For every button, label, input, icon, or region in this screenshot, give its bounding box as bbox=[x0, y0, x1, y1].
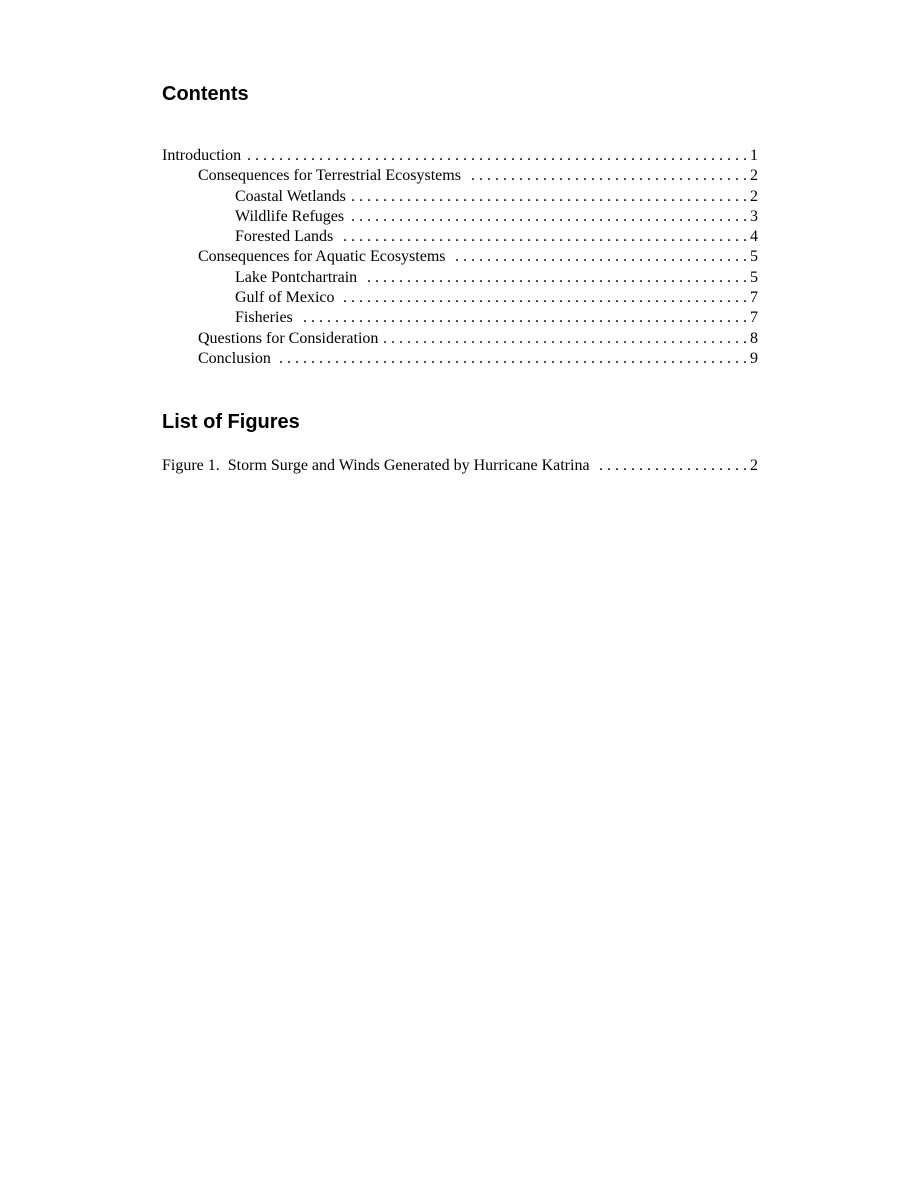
toc-entry-label: Forested Lands bbox=[235, 228, 334, 246]
toc-entry-label: Consequences for Terrestrial Ecosystems bbox=[198, 167, 461, 185]
dot-leader bbox=[339, 227, 747, 247]
dot-leader bbox=[341, 288, 747, 308]
toc-entry-page: 8 bbox=[750, 329, 758, 347]
dot-leader bbox=[277, 349, 747, 369]
toc-entry-page: 4 bbox=[750, 228, 758, 246]
list-of-figures bbox=[162, 456, 758, 476]
figure-entry-label: Figure 1. Storm Surge and Winds Generated by Hurricane Katrina bbox=[162, 457, 590, 474]
toc-entry-lake-pontchartrain[interactable] bbox=[162, 268, 758, 288]
toc-entry-label: Wildlife Refuges bbox=[235, 207, 345, 225]
toc-entry-fisheries[interactable] bbox=[162, 308, 758, 328]
toc-entry-label: Coastal Wetlands bbox=[235, 187, 346, 205]
dot-leader bbox=[363, 268, 747, 288]
toc-entry-gulf-of-mexico[interactable] bbox=[162, 288, 758, 308]
toc-entry-aquatic-ecosystems[interactable] bbox=[162, 247, 758, 267]
contents-title: Contents bbox=[162, 83, 249, 105]
toc-entry-label: Fisheries bbox=[235, 309, 293, 327]
toc-entry-page: 5 bbox=[750, 248, 758, 266]
toc-entry-label: Introduction bbox=[162, 147, 242, 164]
table-of-contents bbox=[162, 146, 758, 369]
toc-entry-page: 2 bbox=[750, 167, 758, 185]
dot-leader bbox=[596, 456, 747, 476]
dot-leader bbox=[350, 207, 747, 227]
figure-entry-page: 2 bbox=[750, 457, 758, 474]
list-of-figures-title: List of Figures bbox=[162, 411, 300, 433]
dot-leader bbox=[299, 308, 747, 328]
toc-entry-page: 2 bbox=[750, 187, 758, 205]
toc-entry-label: Consequences for Aquatic Ecosystems bbox=[198, 248, 446, 266]
toc-entry-page: 1 bbox=[750, 147, 758, 164]
toc-entry-page: 7 bbox=[750, 309, 758, 327]
toc-entry-page: 9 bbox=[750, 349, 758, 367]
toc-entry-label: Conclusion bbox=[198, 349, 271, 367]
dot-leader bbox=[247, 146, 747, 166]
dot-leader bbox=[384, 329, 747, 349]
dot-leader bbox=[352, 187, 747, 207]
dot-leader bbox=[452, 247, 748, 267]
toc-entry-page: 5 bbox=[750, 268, 758, 286]
toc-entry-page: 7 bbox=[750, 289, 758, 307]
toc-entry-coastal-wetlands[interactable] bbox=[162, 187, 758, 207]
toc-entry-label: Questions for Consideration bbox=[198, 329, 379, 347]
toc-entry-wildlife-refuges[interactable] bbox=[162, 207, 758, 227]
toc-entry-page: 3 bbox=[750, 207, 758, 225]
toc-entry-forested-lands[interactable] bbox=[162, 227, 758, 247]
toc-entry-label: Gulf of Mexico bbox=[235, 289, 335, 307]
toc-entry-terrestrial-ecosystems[interactable] bbox=[162, 166, 758, 186]
toc-entry-label: Lake Pontchartrain bbox=[235, 268, 358, 286]
toc-entry-conclusion[interactable] bbox=[162, 349, 758, 369]
figure-entry-1[interactable] bbox=[162, 456, 758, 476]
toc-entry-introduction[interactable] bbox=[162, 146, 758, 166]
dot-leader bbox=[467, 166, 747, 186]
toc-entry-questions-for-consideration[interactable] bbox=[162, 329, 758, 349]
